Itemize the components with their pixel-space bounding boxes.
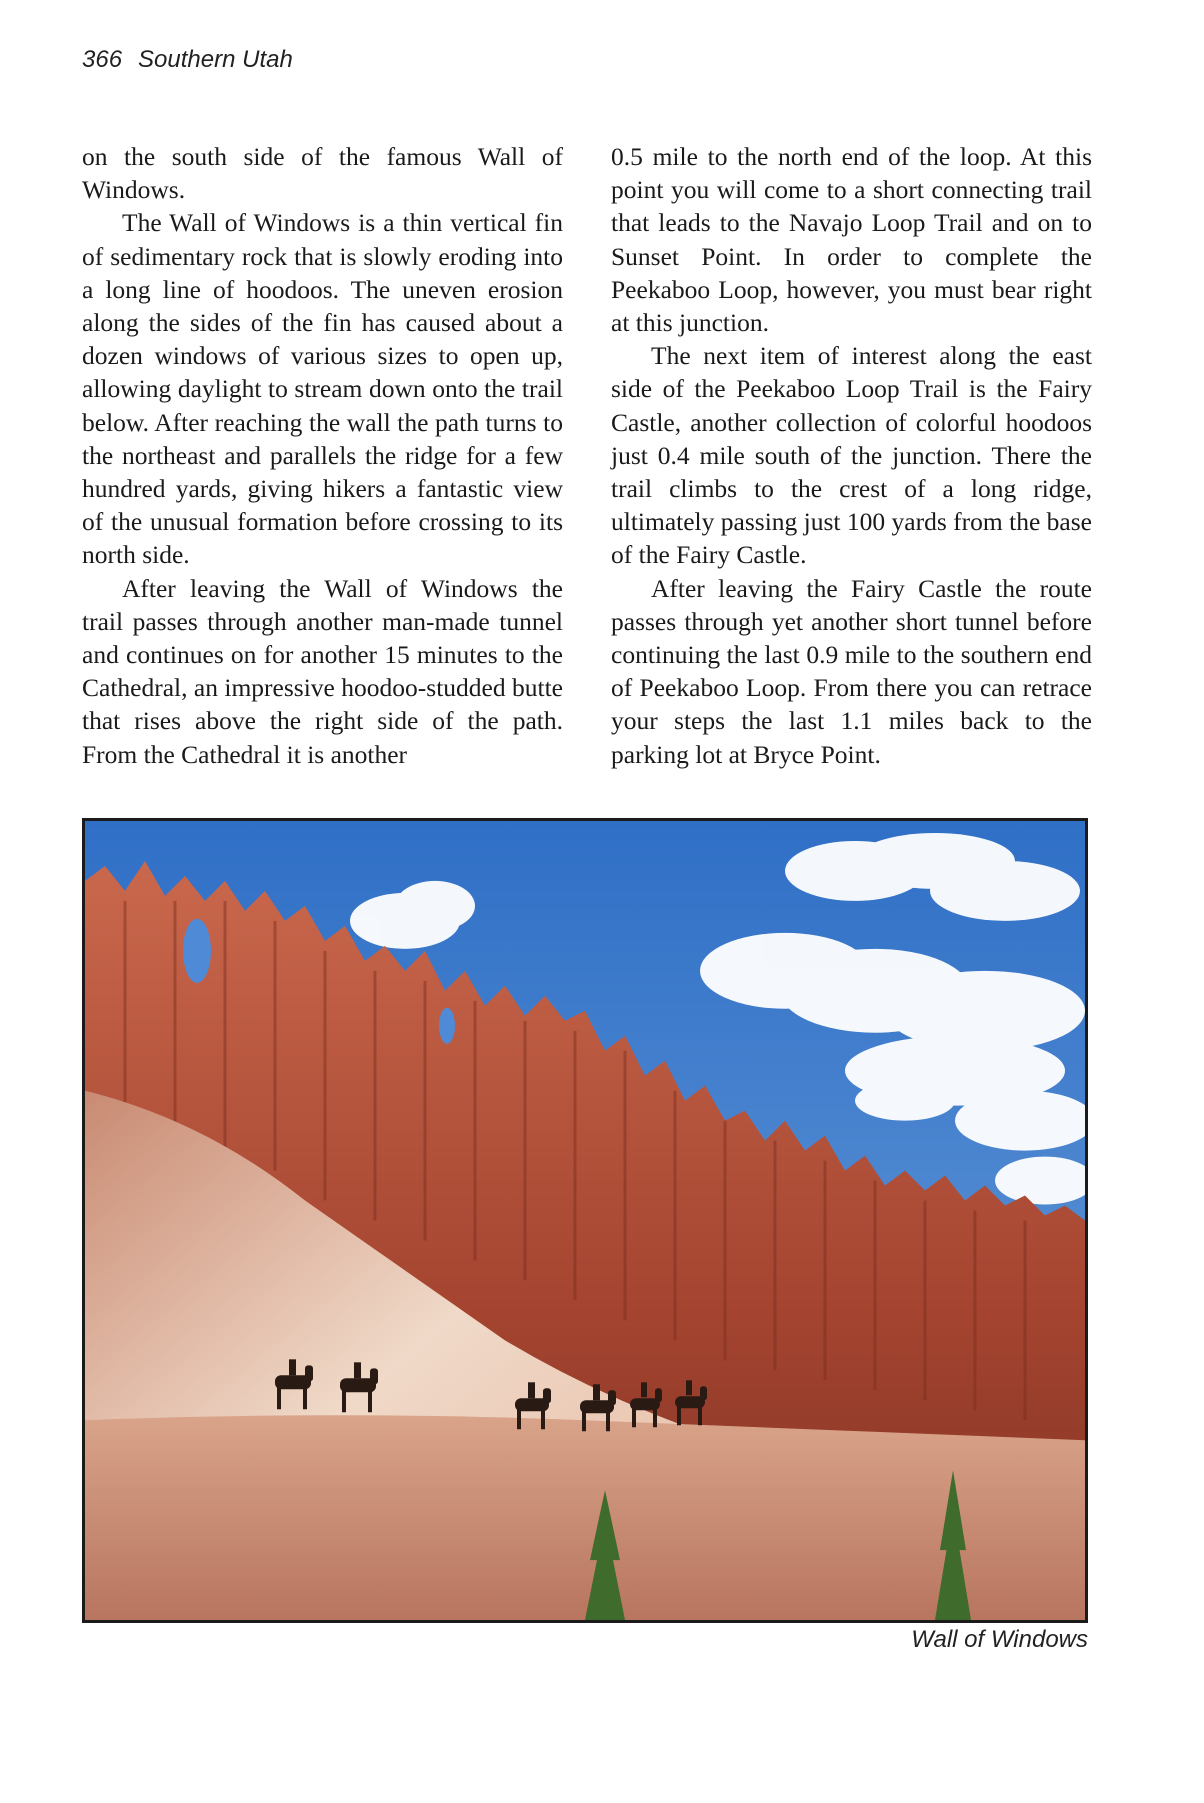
trail-ground xyxy=(85,1415,1085,1620)
running-header xyxy=(82,46,293,74)
wall-of-windows-photo xyxy=(82,818,1088,1623)
paragraph: on the south side of the famous Wall of Windows. xyxy=(82,142,563,205)
left-column xyxy=(82,140,563,771)
section-title: Southern Utah xyxy=(138,46,293,73)
paragraph: After leaving the Fairy Castle the route passes through yet another short tunnel before continuing the last 0.9 mile to the southern end of Peekaboo Loop. From there you can retrace your steps the last 1.1 miles back to the parking lot at Bryce Point. xyxy=(611,573,1092,769)
photo-illustration xyxy=(85,821,1085,1620)
paragraph: After leaving the Wall of Windows the trail passes through another man-made tunnel and continues on for another 15 minutes to the Cathedral, an impressive hoodoo-studded butte that rises above the right side of the path. From the Cathedral it is another xyxy=(82,573,563,769)
right-column xyxy=(611,140,1092,771)
paragraph: The Wall of Windows is a thin vertical fin of sedimentary rock that is slowly eroding into a long line of hoodoos. The uneven erosion along the sides of the fin has caused about a dozen windows of various sizes to open up, allowing daylight to stream down onto the trail below. After reaching the wall the path turns to the northeast and parallels the ridge for a few hundred yards, giving hikers a fantastic view of the unusual formation before crossing to its north side. xyxy=(82,208,563,570)
paragraph: 0.5 mile to the north end of the loop. At this point you will come to a short connecting trail that leads to the Navajo Loop Trail and on to Sunset Point. In order to complete the Peekaboo Loop, however, you must bear right at this junction. xyxy=(611,142,1092,338)
page-number: 366 xyxy=(82,46,123,73)
photo-caption: Wall of Windows xyxy=(911,1626,1088,1653)
paragraph: The next item of interest along the east side of the Peekaboo Loop Trail is the Fairy Castle, another collection of colorful hoodoos just 0.4 mile south of the junction. There the trail climbs to the crest of a long ridge, ultimately passing just 100 yards from the base of the Fairy Castle. xyxy=(611,341,1092,570)
